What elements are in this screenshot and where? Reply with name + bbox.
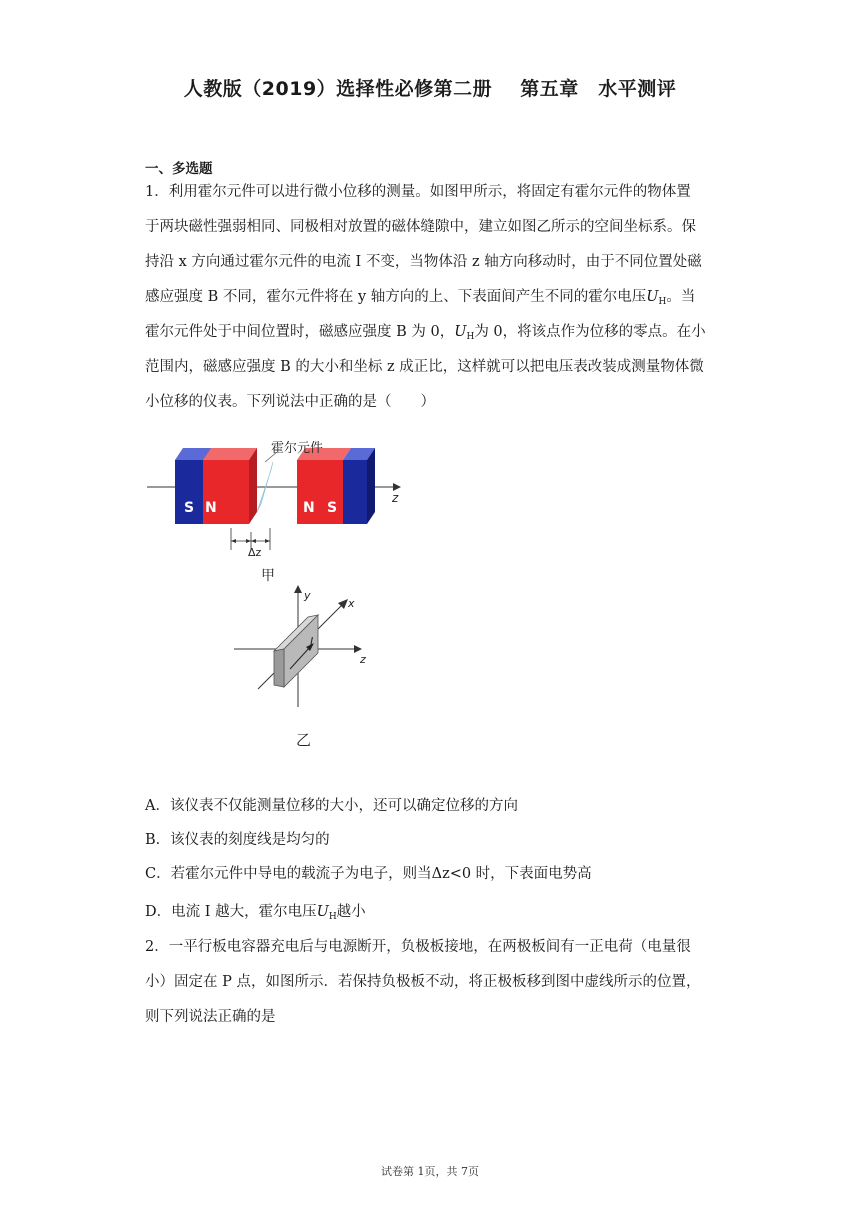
magnet-label-n-left: N [205,500,217,516]
option-d [145,900,366,922]
section-heading: 一、多选题 [145,161,213,177]
q1-line-1: 1．利用霍尔元件可以进行微小位移的测量。如图甲所示，将固定有霍尔元件的物体置 [145,184,691,200]
q1-line-3: 持沿 x 方向通过霍尔元件的电流 I 不变，当物体沿 z 轴方向移动时，由于不同位置处磁 [145,254,702,270]
uh-subscript: H [658,297,667,307]
current-label: I [310,635,314,648]
q1-line-5a: 霍尔元件处于中间位置时，磁感应强度 B 为 0， [145,324,455,340]
question-2-stem [145,930,717,1035]
axis-x-label: x [348,597,355,610]
option-a: A．该仪表不仅能测量位移的大小，还可以确定位移的方向 [145,798,518,814]
axis-z-label-fig1: z [392,491,399,505]
uh-symbol: U [646,289,659,305]
figure-yi-caption: 乙 [296,731,312,749]
page-footer: 试卷第 1页，共 7页 [381,1165,479,1178]
option-d-post: 越小 [336,904,366,920]
uh-subscript-2: H [466,332,475,342]
axis-y-label: y [304,589,311,602]
q2-line-2: 小）固定在 P 点，如图所示．若保持负极板不动，将正极板移到图中虚线所示的位置， [145,974,701,990]
figure-jia [145,440,415,585]
delta-z-label: Δz [248,546,262,559]
q2-line-1: 2．一平行板电容器充电后与电源断开，负极板接地，在两极板间有一正电荷（电量很 [145,939,691,955]
q1-line-2: 于两块磁性强弱相同、同极相对放置的磁体缝隙中，建立如图乙所示的空间坐标系。保 [145,219,696,235]
q1-line-5b: 为 0，将该点作为位移的零点。在小 [474,324,706,340]
q1-line-4 [145,280,717,315]
uh-subscript-3: H [328,912,337,922]
magnet-label-n-right: N [303,500,315,516]
uh-symbol-2: U [454,324,467,340]
q1-line-6: 范围内，磁感应强度 B 的大小和坐标 z 成正比，这样就可以把电压表改装成测量物体微 [145,359,704,375]
figure-yi [230,585,380,750]
title-left: 人教版（2019）选择性必修第二册 [183,78,493,100]
option-c: C．若霍尔元件中导电的载流子为电子，则当Δz<0 时，下表面电势高 [145,866,592,882]
magnet-label-s-right: S [327,500,338,516]
title-right: 第五章 水平测评 [520,78,677,100]
uh-symbol-3: U [316,904,329,920]
page-title [0,74,860,101]
figure-jia-caption: 甲 [261,568,275,584]
question-1-stem [145,175,717,420]
q1-line-5 [145,315,717,350]
magnet-label-s-left: S [184,500,195,516]
option-b: B．该仪表的刻度线是均匀的 [145,832,330,848]
magnet-right-s-face [343,460,367,524]
hall-element-label: 霍尔元件 [271,441,324,456]
q1-line-4-tail: 。当 [666,289,696,305]
option-d-pre: D．电流 I 越大，霍尔电压 [145,904,317,920]
q1-line-4-text: 感应强度 B 不同，霍尔元件将在 y 轴方向的上、下表面间产生不同的霍尔电压 [145,289,647,305]
axis-z-label-fig2: z [360,653,366,666]
q1-line-7: 小位移的仪表。下列说法中正确的是（ ） [145,394,435,410]
q2-line-3: 则下列说法正确的是 [145,1009,276,1025]
